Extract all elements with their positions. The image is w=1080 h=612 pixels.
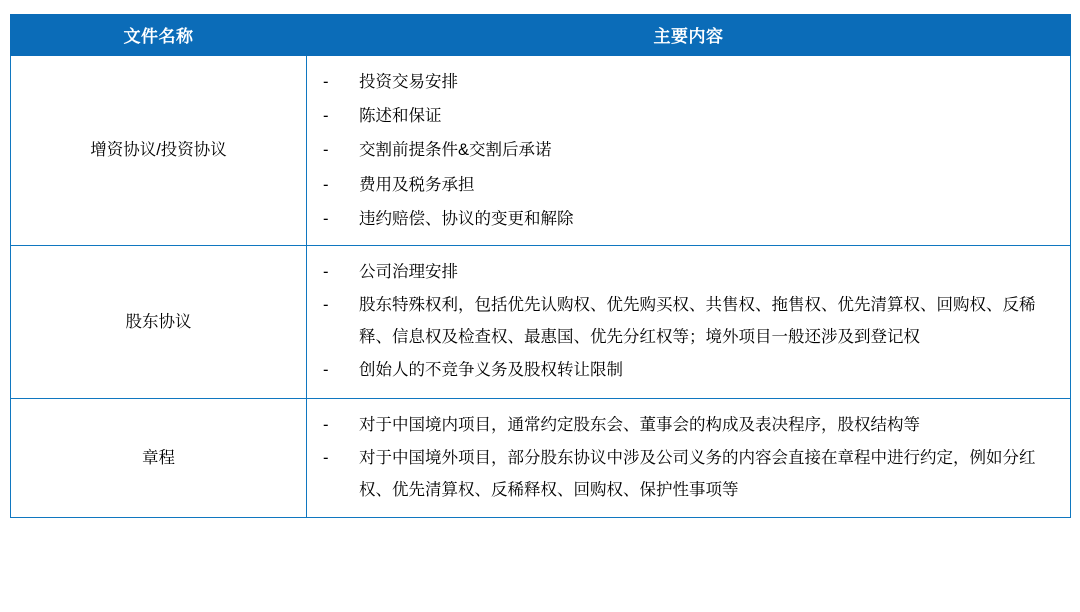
list-item xyxy=(313,169,1060,201)
bullet-list xyxy=(313,256,1060,387)
cell-main-content xyxy=(307,398,1071,518)
cell-file-name: 增资协议/投资协议 xyxy=(11,56,307,246)
bullet-list xyxy=(313,66,1060,235)
list-item-text: 对于中国境内项目，通常约定股东会、董事会的构成及表决程序，股权结构等 xyxy=(359,415,920,434)
list-item-text: 陈述和保证 xyxy=(359,107,442,126)
table-row xyxy=(11,245,1071,398)
bullet-list xyxy=(313,409,1060,507)
list-item xyxy=(313,409,1060,441)
cell-main-content xyxy=(307,245,1071,398)
bullet-dash: - xyxy=(323,209,329,228)
list-item xyxy=(313,256,1060,288)
bullet-dash: - xyxy=(323,262,329,281)
list-item xyxy=(313,66,1060,98)
list-item xyxy=(313,354,1060,386)
bullet-dash: - xyxy=(323,73,329,91)
documents-content-table xyxy=(10,14,1071,518)
list-item xyxy=(313,289,1060,353)
table-body xyxy=(11,56,1071,518)
list-item-text: 投资交易安排 xyxy=(359,73,458,91)
bullet-dash: - xyxy=(323,448,329,467)
list-item-text: 费用及税务承担 xyxy=(359,175,475,194)
cell-main-content xyxy=(307,56,1071,246)
cell-file-name: 章程 xyxy=(11,398,307,518)
list-item xyxy=(313,134,1060,166)
table-row xyxy=(11,56,1071,246)
table-header xyxy=(11,15,1071,56)
column-header-main-content: 主要内容 xyxy=(307,15,1071,56)
bullet-dash: - xyxy=(323,141,329,160)
bullet-dash: - xyxy=(323,415,329,434)
list-item-text: 违约赔偿、协议的变更和解除 xyxy=(359,209,574,228)
table-row xyxy=(11,398,1071,518)
list-item-text: 创始人的不竞争义务及股权转让限制 xyxy=(359,361,623,380)
bullet-dash: - xyxy=(323,107,329,126)
column-header-file-name: 文件名称 xyxy=(11,15,307,56)
bullet-dash: - xyxy=(323,361,329,380)
list-item-text: 对于中国境外项目，部分股东协议中涉及公司义务的内容会直接在章程中进行约定，例如分红权、优先清算权、反稀释权、回购权、保护性事项等 xyxy=(359,448,1036,499)
list-item xyxy=(313,442,1060,506)
list-item xyxy=(313,100,1060,132)
list-item-text: 股东特殊权利，包括优先认购权、优先购买权、共售权、拖售权、优先清算权、回购权、反稀释、信息权及检查权、最惠国、优先分红权等；境外项目一般还涉及到登记权 xyxy=(359,296,1036,347)
bullet-dash: - xyxy=(323,175,329,194)
list-item xyxy=(313,203,1060,235)
cell-file-name: 股东协议 xyxy=(11,245,307,398)
table-header-row xyxy=(11,15,1071,56)
bullet-dash: - xyxy=(323,296,329,315)
list-item-text: 交割前提条件&交割后承诺 xyxy=(359,141,552,160)
list-item-text: 公司治理安排 xyxy=(359,262,458,281)
